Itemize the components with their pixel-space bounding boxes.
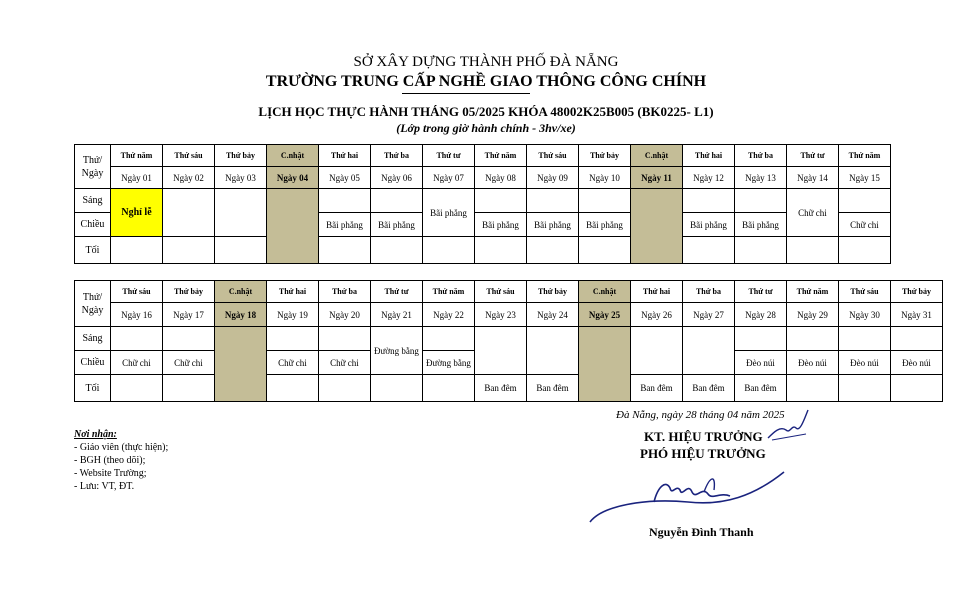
session-cell: Đường bằng: [423, 351, 475, 375]
date-cell: Ngày 14: [787, 167, 839, 189]
empty-cell: [787, 375, 839, 402]
weekday-cell: Thứ ba: [735, 145, 787, 167]
weekday-cell: Thứ ba: [371, 145, 423, 167]
session-cell: Chữ chi: [267, 351, 319, 375]
recipients-title: Nơi nhận:: [74, 429, 117, 440]
session-cell: Chữ chi: [787, 189, 839, 237]
empty-cell: [423, 375, 475, 402]
recipient-item: - Lưu: VT, ĐT.: [74, 481, 135, 492]
empty-cell: [735, 189, 787, 213]
session-cell: Ban đêm: [735, 375, 787, 402]
weekday-cell: Thứ sáu: [839, 281, 891, 303]
signature-date: Đà Nẵng, ngày 28 tháng 04 năm 2025: [616, 409, 785, 421]
session-cell: Ban đêm: [475, 375, 527, 402]
empty-cell: [891, 327, 943, 351]
empty-cell: [683, 327, 735, 375]
date-cell: Ngày 06: [371, 167, 423, 189]
empty-cell: [735, 327, 787, 351]
empty-cell: [891, 375, 943, 402]
signature-role-2: PHÓ HIỆU TRƯỞNG: [640, 446, 766, 461]
date-cell: Ngày 09: [527, 167, 579, 189]
session-cell: Bãi phẳng: [579, 213, 631, 237]
empty-cell: [371, 189, 423, 213]
recipient-item: - Giáo viên (thực hiện);: [74, 442, 169, 453]
session-cell: Bãi phẳng: [319, 213, 371, 237]
empty-cell: [787, 327, 839, 351]
session-cell: Bãi phẳng: [371, 213, 423, 237]
signer-name: Nguyễn Đình Thanh: [649, 525, 754, 539]
empty-cell: [527, 237, 579, 264]
empty-cell: [787, 237, 839, 264]
weekday-cell: Thứ hai: [319, 145, 371, 167]
empty-cell: [111, 327, 163, 351]
row-label-afternoon: Chiều: [75, 213, 111, 237]
empty-cell: [215, 237, 267, 264]
sunday-cell: [215, 327, 267, 402]
weekday-cell: Thứ bảy: [579, 145, 631, 167]
date-cell: Ngày 24: [527, 303, 579, 327]
school-underline: [402, 93, 530, 94]
weekday-cell: Thứ bảy: [215, 145, 267, 167]
empty-cell: [163, 375, 215, 402]
date-cell-sunday: Ngày 25: [579, 303, 631, 327]
session-cell: Ban đêm: [631, 375, 683, 402]
corner-label: Thứ/ Ngày: [75, 145, 111, 189]
date-cell-sunday: Ngày 11: [631, 167, 683, 189]
date-cell: Ngày 16: [111, 303, 163, 327]
empty-cell: [371, 237, 423, 264]
weekday-cell: Thứ tư: [735, 281, 787, 303]
corner-label: Thứ/ Ngày: [75, 281, 111, 327]
date-cell: Ngày 08: [475, 167, 527, 189]
weekday-cell: Thứ bảy: [527, 281, 579, 303]
weekday-cell: Thứ năm: [787, 281, 839, 303]
date-cell: Ngày 03: [215, 167, 267, 189]
row-label-morning: Sáng: [75, 327, 111, 351]
date-cell: Ngày 01: [111, 167, 163, 189]
session-cell: Chữ chi: [319, 351, 371, 375]
empty-cell: [163, 189, 215, 237]
weekday-cell: Thứ tư: [423, 145, 475, 167]
empty-cell: [475, 237, 527, 264]
weekday-cell: Thứ hai: [631, 281, 683, 303]
signature-role-1: KT. HIỆU TRƯỞNG: [644, 429, 763, 444]
date-cell: Ngày 12: [683, 167, 735, 189]
session-cell: Đèo núi: [839, 351, 891, 375]
date-cell: Ngày 20: [319, 303, 371, 327]
page-subtitle: (Lớp trong giờ hành chính - 3hv/xe): [396, 121, 576, 135]
date-cell: Ngày 10: [579, 167, 631, 189]
date-cell-sunday: Ngày 04: [267, 167, 319, 189]
weekday-cell: Thứ năm: [111, 145, 163, 167]
empty-cell: [735, 237, 787, 264]
weekday-cell: Thứ sáu: [163, 145, 215, 167]
empty-cell: [163, 237, 215, 264]
weekday-cell: Thứ sáu: [527, 145, 579, 167]
session-cell: Đèo núi: [787, 351, 839, 375]
session-cell: Bãi phẳng: [735, 213, 787, 237]
empty-cell: [475, 189, 527, 213]
date-cell: Ngày 19: [267, 303, 319, 327]
weekday-cell-sunday: C.nhật: [579, 281, 631, 303]
weekday-cell: Thứ ba: [683, 281, 735, 303]
date-cell-sunday: Ngày 18: [215, 303, 267, 327]
weekday-cell: Thứ sáu: [111, 281, 163, 303]
date-cell: Ngày 05: [319, 167, 371, 189]
session-cell: Chữ chi: [839, 213, 891, 237]
empty-cell: [579, 237, 631, 264]
empty-cell: [111, 375, 163, 402]
page-title: LỊCH HỌC THỰC HÀNH THÁNG 05/2025 KHÓA 48002K25B005 (BK0225- L1): [258, 104, 714, 119]
weekday-cell: Thứ năm: [423, 281, 475, 303]
weekday-cell: Thứ hai: [683, 145, 735, 167]
date-cell: Ngày 29: [787, 303, 839, 327]
empty-cell: [319, 237, 371, 264]
weekday-cell-sunday: C.nhật: [631, 145, 683, 167]
date-cell: Ngày 26: [631, 303, 683, 327]
weekday-cell: Thứ ba: [319, 281, 371, 303]
recipient-item: - Website Trường;: [74, 468, 147, 479]
empty-cell: [683, 237, 735, 264]
initials-mark-icon: [762, 404, 814, 444]
empty-cell: [423, 327, 475, 351]
date-cell: Ngày 27: [683, 303, 735, 327]
weekday-cell: Thứ năm: [475, 145, 527, 167]
row-label-evening: Tối: [75, 237, 111, 264]
empty-cell: [163, 327, 215, 351]
session-cell: Bãi phẳng: [527, 213, 579, 237]
empty-cell: [319, 375, 371, 402]
empty-cell: [527, 327, 579, 375]
recipient-item: - BGH (theo dõi);: [74, 455, 146, 466]
session-cell: Bãi phẳng: [423, 189, 475, 237]
date-cell: Ngày 23: [475, 303, 527, 327]
row-label-evening: Tối: [75, 375, 111, 402]
session-cell: Đèo núi: [891, 351, 943, 375]
empty-cell: [319, 327, 371, 351]
empty-cell: [839, 375, 891, 402]
recipients-block: [74, 428, 168, 493]
empty-cell: [683, 189, 735, 213]
session-cell: Ban đêm: [527, 375, 579, 402]
date-cell: Ngày 07: [423, 167, 475, 189]
date-cell: Ngày 02: [163, 167, 215, 189]
session-cell: Đường bằng: [371, 327, 423, 375]
empty-cell: [111, 237, 163, 264]
empty-cell: [423, 237, 475, 264]
empty-cell: [527, 189, 579, 213]
weekday-cell: Thứ bảy: [891, 281, 943, 303]
sunday-cell: [267, 189, 319, 264]
date-cell: Ngày 30: [839, 303, 891, 327]
date-cell: Ngày 31: [891, 303, 943, 327]
empty-cell: [839, 237, 891, 264]
date-cell: Ngày 22: [423, 303, 475, 327]
department-name: SỞ XÂY DỰNG THÀNH PHỐ ĐÀ NẴNG: [353, 54, 619, 70]
session-cell: Ban đêm: [683, 375, 735, 402]
weekday-cell-sunday: C.nhật: [267, 145, 319, 167]
date-cell: Ngày 21: [371, 303, 423, 327]
weekday-cell: Thứ sáu: [475, 281, 527, 303]
weekday-cell: Thứ tư: [787, 145, 839, 167]
schedule-table-1: [74, 144, 891, 264]
weekday-cell: Thứ hai: [267, 281, 319, 303]
schedule-table-2: [74, 280, 943, 402]
date-cell: Ngày 28: [735, 303, 787, 327]
empty-cell: [319, 189, 371, 213]
session-cell: Đèo núi: [735, 351, 787, 375]
empty-cell: [839, 189, 891, 213]
weekday-cell: Thứ năm: [839, 145, 891, 167]
row-label-afternoon: Chiều: [75, 351, 111, 375]
date-cell: Ngày 15: [839, 167, 891, 189]
handwritten-signature-icon: [584, 466, 790, 532]
session-cell: Chữ chi: [163, 351, 215, 375]
sunday-cell: [579, 327, 631, 402]
session-cell: Chữ chi: [111, 351, 163, 375]
weekday-cell-sunday: C.nhật: [215, 281, 267, 303]
weekday-cell: Thứ bảy: [163, 281, 215, 303]
empty-cell: [267, 375, 319, 402]
empty-cell: [475, 327, 527, 375]
session-cell: Bãi phẳng: [683, 213, 735, 237]
empty-cell: [839, 327, 891, 351]
row-label-morning: Sáng: [75, 189, 111, 213]
date-cell: Ngày 17: [163, 303, 215, 327]
session-cell: Bãi phẳng: [475, 213, 527, 237]
empty-cell: [631, 327, 683, 375]
empty-cell: [371, 375, 423, 402]
school-name: TRƯỜNG TRUNG CẤP NGHỀ GIAO THÔNG CÔNG CHÍNH: [265, 73, 707, 90]
empty-cell: [267, 327, 319, 351]
date-cell: Ngày 13: [735, 167, 787, 189]
empty-cell: [215, 189, 267, 237]
sunday-cell: [631, 189, 683, 264]
weekday-cell: Thứ tư: [371, 281, 423, 303]
holiday-cell: Nghỉ lễ: [111, 189, 163, 237]
empty-cell: [579, 189, 631, 213]
